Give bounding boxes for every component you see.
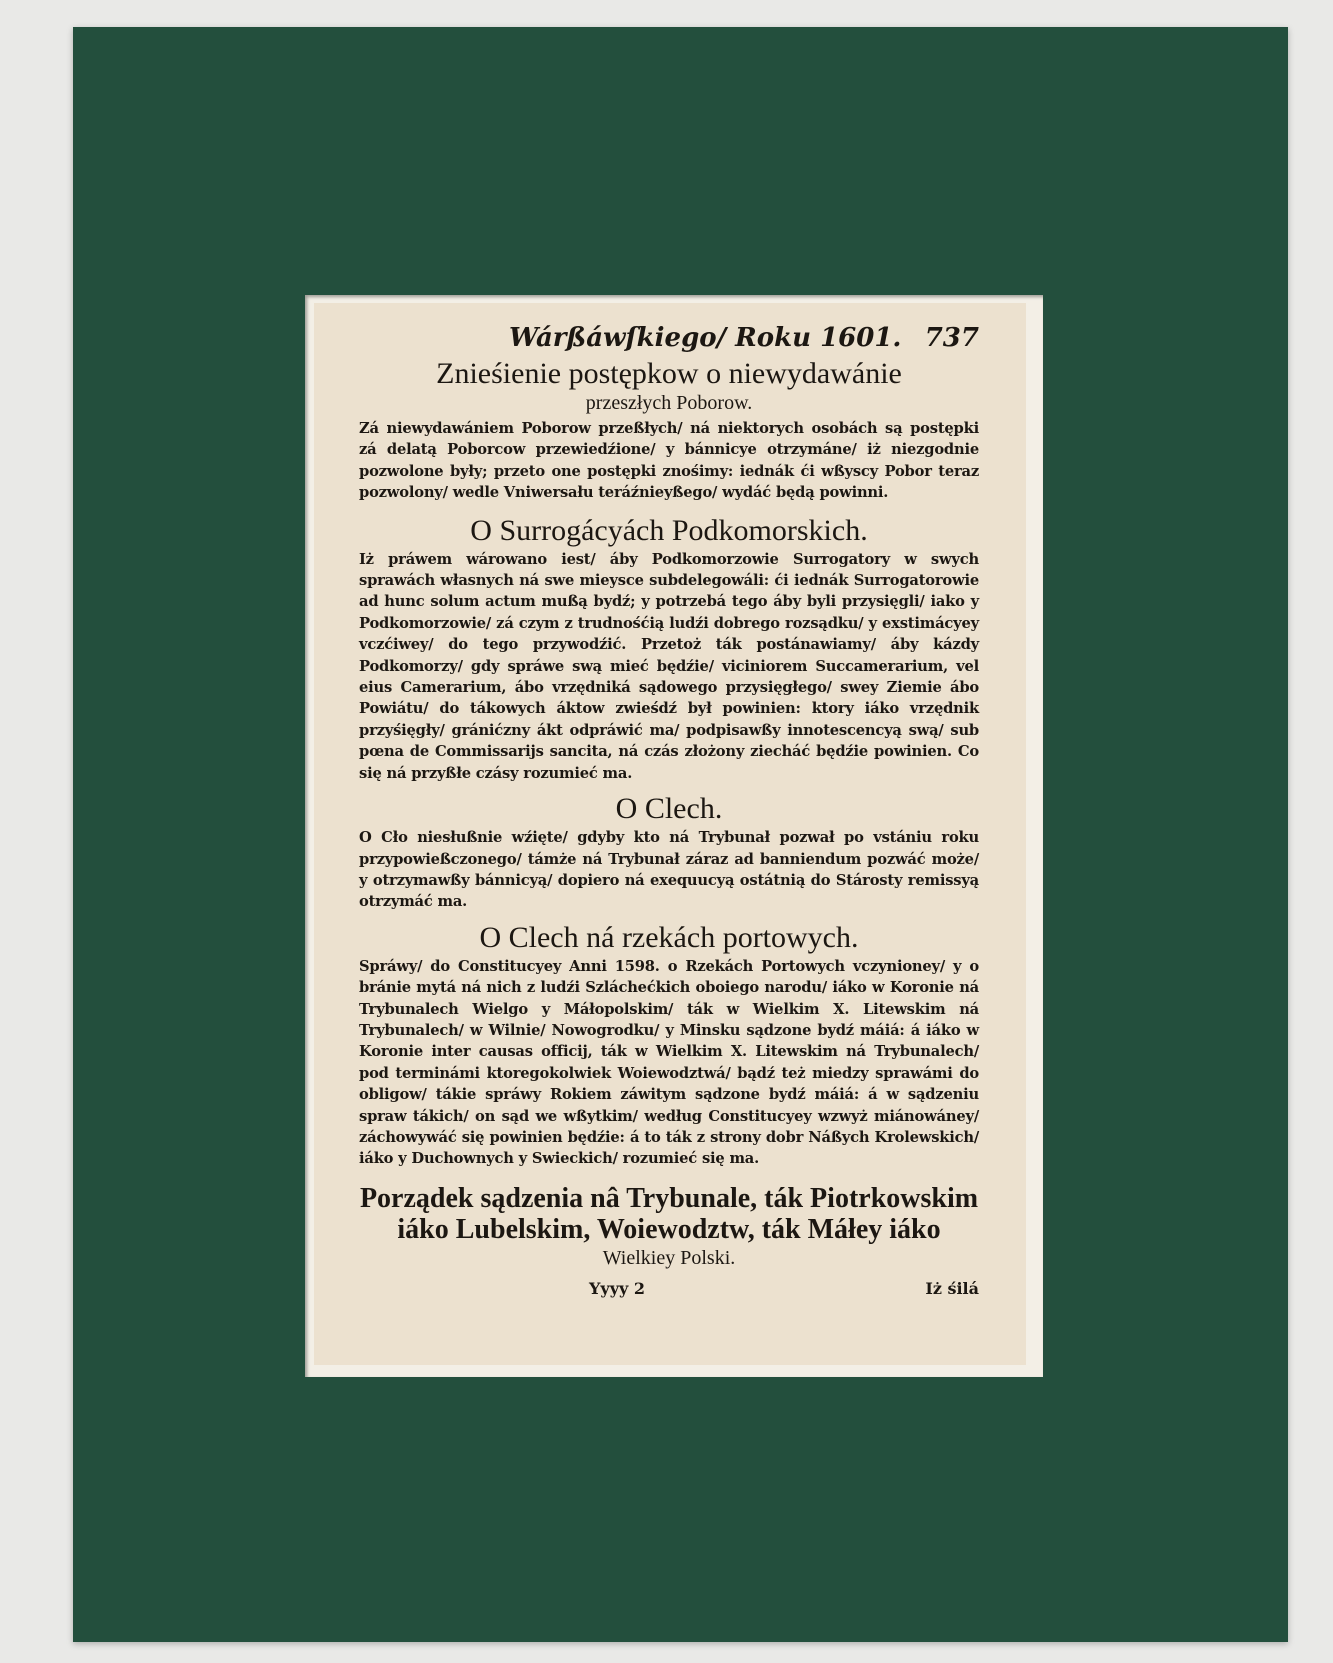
paragraph-poborow: Zá niewydawániem Poborow przeßłych/ ná niektorych osobách są postępki zá delatą Poborcow przewiedźione/ y bánnicye otrzymáne/ iż niezgodnie pozwolone były; przeto one postępki znośimy: iednák ći wßyscy Pobor teraz pozwolony/ wedle Vniwersału teráźnieyßego/ wydáć będą powinni. (359, 420, 979, 502)
heading-znieśienie-sub: przeszłych Poborow. (585, 392, 753, 414)
paragraph-o-clech-portowych: Spráwy/ do Constitucyey Anni 1598. o Rzekách Portowych vczynioney/ y o bránie mytá ná nich z ludźi Szláchećkich oboiego narodu/ iáko w Koronie ná Trybunalech Wielgo y Máłopolskim/ ták w Wielkim X. Litewskim ná Trybunalech/ w Wilnie/ Nowogrodku/ y Minsku sądzone bydź máiá: á iáko w Koronie inter causas officij, ták w Wielkim X. Litewskim ná Trybunalech/ pod terminámi ktoregokolwiek Woiewodztwá/ bądź też miedzy sprawámi do obligow/ tákie spráwy Rokiem záwitym sądzone bydź máiá: á w sądzeniu spraw tákich/ on sąd we wßytkim/ według Constitucyey wzwyż miánowáney/ záchowywáć się powinien będźie: á to ták z strony dobr Náßych Krolewskich/ iáko y Duchownych y Swieckich/ rozumieć się ma. (359, 957, 979, 1168)
catchword: Iż śilá (925, 1279, 979, 1299)
page-text-block (359, 323, 979, 1298)
heading-znieśienie: Znieśienie postępkow o niewydawánie (436, 357, 902, 390)
page-number: 737 (924, 323, 979, 353)
heading-surrogacyach: O Surrogácyách Podkomorskich. (470, 513, 868, 547)
heading-o-clech: O Clech. (615, 792, 723, 826)
signature-mark: Yyyy 2 (589, 1279, 646, 1299)
printed-page (314, 303, 1026, 1365)
heading-porzadek: Porządek sądzenia nâ Trybunale, ták Piotrkowskim iáko Lubelskim, Woiewodztw, ták Máłey iáko (359, 1182, 979, 1245)
paragraph-surrogacyach: Iż práwem wárowano iest/ áby Podkomorzowie Surrogatory w swych sprawách własnych ná swe mieysce subdelegowáli: ći iednák Surrogatorowie ad hunc solum actum mußą bydź; y potrzebá tego áby byli przysięgli/ iako y Podkomorzowie/ zá czym z trudnośćią ludźi dobrego rozsądku/ y exstimácyey vczćiwey/ do tego przywodźić. Przetoż ták postánawiamy/ áby kázdy Podkomorzy/ gdy spráwe swą mieć będźie/ viciniorem Succamerarium, vel eius Camerarium, ábo vrzędniká sądowego przysięgłego/ swey Ziemie ábo Powiátu/ do tákowych áktow zwieśdź był powinien: ktory iáko vrzędnik przyśięgły/ gránićzny ákt odpráwić ma/ podpisawßy innotescencyą swą/ sub pœna de Commissarijs sancita, ná czás złożony ziecháć będźie powinien. Co się ná przyßłe czásy rozumieć ma. (359, 550, 979, 782)
heading-porzadek-line2: Wielkiey Polski. (602, 1247, 736, 1270)
heading-o-clech-portowych: O Clech ná rzekách portowych. (479, 920, 859, 954)
running-head (359, 323, 979, 353)
page-footer (359, 1279, 979, 1298)
running-head-title: Wárßáwſkiego/ Roku 1601. (509, 323, 902, 353)
paragraph-o-clech: O Cło niesłußnie wźięte/ gdyby kto ná Trybunał pozwał po vstániu roku przypowießczonego/ támże ná Trybunał záraz ad banniendum pozwáć może/ y otrzymawßy bánnicyą/ dopiero ná exequucyą ostátnią do Stárosty remissyą otrzymáć ma. (359, 829, 979, 911)
